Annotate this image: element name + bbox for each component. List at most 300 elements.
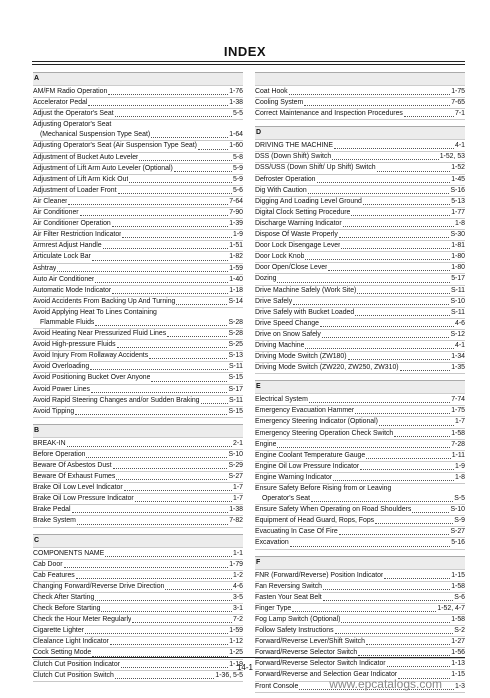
index-entry[interactable] (255, 395, 465, 406)
index-entry[interactable] (33, 109, 243, 120)
entry-page: 1-52 (451, 164, 465, 172)
index-entry[interactable] (255, 297, 465, 308)
entry-text: Engine Warning Indicator (255, 473, 333, 481)
entry-page: 1-7 (233, 495, 243, 503)
index-entry[interactable] (255, 440, 465, 451)
entry-text: Adjustment of Lift Arm Kick Out (33, 175, 129, 183)
entry-page: 1-75 (451, 88, 465, 95)
index-entry[interactable] (33, 241, 243, 252)
entry-text: Beware Of Exhaust Fumes (33, 473, 116, 481)
entry-page: S-6 (454, 593, 465, 601)
index-entry[interactable] (255, 263, 465, 274)
entry-text: Air Conditioner (33, 209, 79, 217)
leader-dots (174, 171, 232, 172)
entry-page: 1-7 (455, 418, 465, 426)
entry-page: S-11 (450, 308, 465, 316)
entry-page: 5-9 (233, 164, 243, 172)
index-entry[interactable] (33, 308, 243, 329)
leader-dots (91, 392, 227, 393)
entry-page: 1-34 (451, 353, 465, 361)
leader-dots (339, 237, 450, 238)
leader-dots (308, 193, 450, 194)
index-entry[interactable] (255, 363, 465, 374)
leader-dots (322, 337, 450, 338)
entry-page: 1-58 (451, 615, 465, 623)
leader-dots (384, 578, 450, 579)
entry-page: 1-11 (451, 451, 465, 459)
entry-text: Dig With Caution (255, 186, 307, 194)
index-entry[interactable] (255, 582, 465, 593)
index-entry[interactable] (255, 505, 465, 516)
leader-dots (72, 512, 229, 513)
index-entry[interactable] (33, 208, 243, 219)
entry-text: Digital Clock Setting Procedure (255, 208, 351, 216)
leader-dots (309, 402, 450, 403)
entry-text: Dozing (255, 275, 277, 283)
index-entry[interactable] (255, 604, 465, 615)
leader-dots (149, 358, 227, 359)
leader-dots (77, 524, 228, 525)
index-entry[interactable] (33, 407, 243, 418)
entry-text: Cigarette Lighter (33, 627, 84, 635)
entry-page: 1-82 (229, 253, 243, 261)
entry-text: Air Cleaner (33, 197, 68, 205)
index-entry[interactable] (33, 175, 243, 186)
index-entry[interactable] (33, 164, 243, 175)
index-section (255, 556, 465, 570)
index-entry[interactable] (255, 637, 465, 648)
entry-page: 1-81 (451, 242, 465, 250)
index-entry[interactable] (255, 615, 465, 626)
leader-dots (57, 271, 228, 272)
index-entry[interactable] (33, 582, 243, 593)
entry-text: FNR (Forward/Reverse) Position Indicator (255, 571, 384, 579)
entry-page: 1-19 (229, 660, 243, 668)
entry-page: 1-52, 53 (439, 153, 465, 161)
index-entry[interactable] (255, 109, 465, 120)
entry-text: Driving Machine (255, 341, 305, 349)
entry-page: 1-79 (229, 560, 243, 568)
leader-dots (348, 359, 451, 360)
entry-page: 1-8 (455, 219, 465, 227)
index-entry[interactable] (33, 461, 243, 472)
leader-dots (363, 204, 450, 205)
entry-page: 1-58 (451, 582, 465, 590)
entry-text: Cooling System (255, 99, 304, 107)
entry-text: Auto Air Conditioner (33, 275, 95, 283)
entry-text: Changing Forward/Reverse Drive Direction (33, 582, 165, 590)
entry-page: 5-5 (233, 110, 243, 118)
index-entry[interactable] (33, 120, 243, 141)
entry-page: 1-2 (233, 571, 243, 579)
index-entry[interactable] (255, 571, 465, 582)
entry-text: Dispose Of Waste Properly (255, 231, 338, 239)
entry-page: 1-9 (233, 231, 243, 239)
leader-dots (355, 413, 450, 414)
index-entry[interactable] (33, 362, 243, 373)
index-column-left (33, 72, 243, 682)
index-entry[interactable] (255, 152, 465, 163)
entry-text: Adjustment of Loader Front (33, 186, 117, 194)
leader-dots (198, 149, 228, 150)
index-entry[interactable] (33, 604, 243, 615)
entry-page: 1-12 (229, 638, 243, 646)
leader-dots (129, 182, 232, 183)
leader-dots (412, 512, 449, 513)
entry-text: Avoid Overloading (33, 363, 90, 371)
index-entry[interactable] (255, 527, 465, 538)
page-title: INDEX (223, 44, 267, 59)
entry-text: Coat Hook (255, 88, 288, 95)
entry-text: Avoid Applying Heat To Lines Containing (33, 308, 157, 316)
entry-text: Brake System (33, 517, 76, 525)
entry-text: Forward/Reverse Lever/Shift Switch (255, 638, 365, 646)
leader-dots (305, 348, 454, 349)
entry-text: Clutch Cut Position Switch (33, 671, 114, 679)
index-entry[interactable] (33, 373, 243, 384)
entry-continuation (33, 318, 243, 328)
entry-text: Avoid Tipping (33, 407, 75, 415)
index-entry[interactable] (255, 197, 465, 208)
index-entry[interactable] (255, 87, 465, 98)
entry-page: 1-27 (451, 638, 465, 646)
entry-page: S-10 (450, 297, 465, 305)
entry-text: Accelerator Pedal (33, 99, 88, 107)
entry-page: 1-25 (229, 649, 243, 657)
entry-text: Equipment of Head Guard, Rops, Fops (255, 517, 375, 525)
leader-dots (75, 414, 227, 415)
index-entry[interactable] (255, 286, 465, 297)
entry-page: 1-38 (229, 506, 243, 514)
entry-continuation (33, 130, 243, 140)
entry-text: AM/FM Radio Operation (33, 88, 108, 95)
leader-dots (112, 226, 228, 227)
leader-dots (400, 370, 451, 371)
entry-page: 5-8 (233, 153, 243, 161)
index-entry[interactable] (33, 252, 243, 263)
entry-page: 7-74 (451, 396, 465, 404)
section-letter: F (256, 558, 261, 566)
entry-text: Emergency Steering Indicator (Optional) (255, 418, 378, 426)
index-entry[interactable] (33, 615, 243, 626)
index-entry[interactable] (33, 396, 243, 407)
index-entry[interactable] (33, 275, 243, 286)
entry-text: Fasten Your Seat Belt (255, 593, 322, 601)
index-entry[interactable] (255, 352, 465, 363)
entry-text: Automatic Mode Indicator (33, 286, 112, 294)
leader-dots (110, 644, 228, 645)
entry-text: Driving Mode Switch (ZW180) (255, 353, 347, 361)
leader-dots (132, 622, 232, 623)
section-letter: B (34, 426, 40, 434)
entry-page: S-15 (228, 374, 243, 382)
entry-text: Armrest Adjust Handle (33, 242, 102, 250)
leader-dots (135, 501, 232, 502)
entry-page: 1-76 (229, 88, 243, 95)
index-entry[interactable] (33, 297, 243, 308)
leader-dots (341, 622, 450, 623)
index-entry[interactable] (255, 451, 465, 462)
index-entry[interactable] (33, 264, 243, 275)
entry-text: Emergency Evacuation Hammer (255, 407, 355, 415)
entry-page: 1-39 (229, 220, 243, 228)
entry-page: 4-6 (455, 319, 465, 327)
entry-text: Drive Safely (255, 297, 293, 305)
leader-dots (341, 248, 450, 249)
entry-text: Adjusting Operator's Seat (33, 121, 112, 129)
index-section (33, 424, 243, 438)
leader-dots (95, 325, 227, 326)
leader-dots (67, 446, 232, 447)
leader-dots (311, 501, 453, 502)
footer-rule (32, 657, 465, 658)
entry-text: Drive on Snow Safely (255, 330, 321, 338)
leader-dots (289, 94, 451, 95)
leader-dots (305, 259, 450, 260)
index-entry[interactable] (255, 429, 465, 440)
entry-page: S-11 (450, 286, 465, 294)
index-section (255, 72, 465, 86)
index-entry[interactable] (33, 153, 243, 164)
index-entry[interactable] (255, 141, 465, 152)
entry-page: 1-15 (451, 571, 465, 579)
entry-page: 1-13 (451, 660, 465, 668)
index-entry[interactable] (33, 351, 243, 362)
entry-page: S-2 (454, 627, 465, 635)
index-entry[interactable] (33, 439, 243, 450)
entry-text: Forward/Reverse Selector Switch Indicator (255, 660, 386, 668)
index-entry[interactable] (33, 637, 243, 648)
entry-page: 1-9 (455, 462, 465, 470)
entry-text: Door Lock Knob (255, 253, 305, 261)
entry-page: 1-59 (229, 627, 243, 635)
index-entry[interactable] (33, 186, 243, 197)
index-entry[interactable] (255, 241, 465, 252)
leader-dots (64, 567, 229, 568)
index-entry[interactable] (33, 141, 243, 152)
entry-page: S-10 (450, 506, 465, 514)
entry-page: S-5 (454, 495, 465, 503)
index-entry[interactable] (255, 538, 465, 549)
index-entry[interactable] (33, 549, 243, 560)
entry-page: S-9 (454, 517, 465, 525)
section-letter: E (256, 383, 261, 391)
entry-page: 7-1 (455, 110, 465, 118)
index-entry[interactable] (255, 163, 465, 174)
index-entry[interactable] (255, 406, 465, 417)
entry-text: Forward/Reverse and Selection Gear Indicator (255, 671, 398, 679)
entry-page: S-11 (228, 396, 243, 404)
index-entry[interactable] (255, 98, 465, 109)
entry-page: 4-1 (455, 341, 465, 349)
index-entry[interactable] (255, 516, 465, 527)
entry-page: 1-45 (451, 175, 465, 183)
entry-text: Cock Setting Mode (33, 649, 92, 657)
entry-page: 7-82 (229, 517, 243, 525)
index-entry[interactable] (33, 626, 243, 637)
entry-text: Evacuating In Case Of Fire (255, 528, 338, 536)
leader-dots (332, 159, 439, 160)
entry-page: 1-60 (229, 142, 243, 150)
index-entry[interactable] (255, 274, 465, 285)
title-rule-bottom (32, 64, 465, 65)
entry-subtext: Operator's Seat (262, 495, 311, 503)
index-entry[interactable] (33, 219, 243, 230)
entry-text: Adjusting Operator's Seat (Air Suspension Type Seat) (33, 142, 197, 150)
index-entry[interactable] (33, 98, 243, 109)
index-entry[interactable] (33, 385, 243, 396)
entry-text: Defroster Operation (255, 175, 316, 183)
entry-page: 1-15 (451, 671, 465, 679)
index-entry[interactable] (33, 197, 243, 208)
leader-dots (328, 270, 450, 271)
leader-dots (101, 611, 232, 612)
index-entry[interactable] (255, 186, 465, 197)
entry-text: DSS (Down Shift) Switch (255, 153, 332, 161)
entry-page: 7-28 (451, 440, 465, 448)
section-letter: A (34, 75, 40, 82)
entry-page: S-28 (228, 318, 243, 326)
leader-dots (151, 137, 228, 138)
section-letter: D (256, 129, 262, 137)
index-entry[interactable] (255, 252, 465, 263)
entry-text: BREAK-IN (33, 439, 66, 447)
leader-dots (113, 468, 228, 469)
entry-text: Cab Features (33, 571, 75, 579)
entry-text: Emergency Steering Operation Check Switch (255, 429, 394, 437)
index-entry[interactable] (33, 450, 243, 461)
entry-text: Air Filter Restriction Indicator (33, 231, 122, 239)
title-rule-top (32, 61, 465, 62)
index-entry[interactable] (255, 473, 465, 484)
entry-page: S-13 (228, 352, 243, 360)
leader-dots (335, 633, 454, 634)
index-entry[interactable] (33, 593, 243, 604)
index-entry[interactable] (33, 560, 243, 571)
leader-dots (167, 336, 227, 337)
leader-dots (165, 589, 232, 590)
index-entry[interactable] (33, 286, 243, 297)
entry-text: Door Open/Close Lever (255, 264, 328, 272)
index-entry[interactable] (33, 483, 243, 494)
entry-page: S-28 (228, 330, 243, 338)
index-entry[interactable] (33, 516, 243, 527)
entry-text: Adjust the Operator's Seat (33, 110, 114, 118)
entry-text: Avoid Accidents From Backing Up And Turning (33, 297, 176, 305)
leader-dots (277, 447, 450, 448)
leader-dots (115, 116, 232, 117)
leader-dots (351, 215, 450, 216)
leader-dots (88, 105, 228, 106)
leader-dots (201, 403, 228, 404)
entry-text: DSS/USS (Down Shift/ Up Shift) Switch (255, 164, 376, 172)
index-section (255, 380, 465, 394)
entry-page: S-12 (450, 330, 465, 338)
entry-page: 7-65 (451, 99, 465, 107)
index-entry[interactable] (33, 494, 243, 505)
leader-dots (92, 260, 228, 261)
entry-page: 5-13 (451, 197, 465, 205)
leader-dots (317, 182, 451, 183)
entry-text: Avoid Power Lines (33, 385, 90, 393)
index-entry[interactable] (33, 671, 243, 682)
entry-page: S-16 (450, 186, 465, 194)
leader-dots (334, 148, 454, 149)
index-entry[interactable] (33, 505, 243, 516)
index-entry[interactable] (255, 462, 465, 473)
leader-dots (320, 326, 454, 327)
index-entry[interactable] (255, 341, 465, 352)
index-entry[interactable] (255, 626, 465, 637)
entry-text: Fog Lamp Switch (Optional) (255, 615, 341, 623)
index-entry[interactable] (255, 308, 465, 319)
index-entry[interactable] (255, 230, 465, 241)
index-entry[interactable] (255, 484, 465, 505)
leader-dots (115, 678, 215, 679)
leader-dots (103, 248, 229, 249)
entry-page: S-11 (228, 363, 243, 371)
entry-text: Clealance Light Indicator (33, 638, 109, 646)
entry-text: COMPONENTS NAME (33, 549, 105, 557)
section-letter (255, 73, 465, 85)
index-entry[interactable] (33, 230, 243, 241)
index-section (255, 126, 465, 140)
entry-text: Avoid Positioning Bucket Over Anyone (33, 374, 151, 382)
index-section (33, 534, 243, 548)
entry-text: DRIVING THE MACHINE (255, 142, 333, 150)
entry-text: Door Lock Disengage Lever (255, 242, 341, 250)
leader-dots (139, 160, 232, 161)
leader-dots (112, 293, 228, 294)
entry-text: Check the Hour Meter Regularly (33, 616, 132, 624)
entry-page: 7-2 (233, 616, 243, 624)
index-entry[interactable] (33, 472, 243, 483)
leader-dots (118, 193, 233, 194)
index-entry[interactable] (255, 319, 465, 330)
index-entry[interactable] (255, 219, 465, 230)
leader-dots (176, 304, 227, 305)
leader-dots (293, 304, 449, 305)
entry-text: Engine Oil Low Pressure Indicator (255, 462, 360, 470)
entry-text: Ensure Safety Before Rising from or Leaving (255, 485, 392, 492)
entry-page: 7-64 (229, 197, 243, 205)
leader-dots (343, 226, 454, 227)
index-entry[interactable] (255, 417, 465, 428)
entry-text: Digging And Loading Level Ground (255, 197, 362, 205)
index-entry[interactable] (255, 593, 465, 604)
index-entry[interactable] (33, 340, 243, 351)
index-entry[interactable] (33, 329, 243, 340)
entry-page: 1-64 (229, 131, 243, 139)
entry-page: 5-17 (451, 275, 465, 283)
leader-dots (339, 534, 450, 535)
entry-subtext: (Mechanical Suspension Type Seat) (40, 131, 151, 139)
index-entry[interactable] (255, 208, 465, 219)
entry-text: Brake Pedal (33, 506, 71, 514)
entry-page: 1-80 (451, 264, 465, 272)
index-entry[interactable] (33, 571, 243, 582)
index-entry[interactable] (33, 87, 243, 98)
watermark: www.epcatalogs.com (329, 677, 442, 691)
index-entry[interactable] (255, 330, 465, 341)
leader-dots (105, 556, 232, 557)
entry-text: Drive Safely with Bucket Loaded (255, 308, 355, 316)
entry-text: Beware Of Asbestos Dust (33, 462, 112, 469)
leader-dots (108, 94, 228, 95)
entry-text: Ensure Safety When Operating on Road Shoulders (255, 506, 412, 514)
leader-dots (95, 282, 228, 283)
index-entry[interactable] (255, 175, 465, 186)
